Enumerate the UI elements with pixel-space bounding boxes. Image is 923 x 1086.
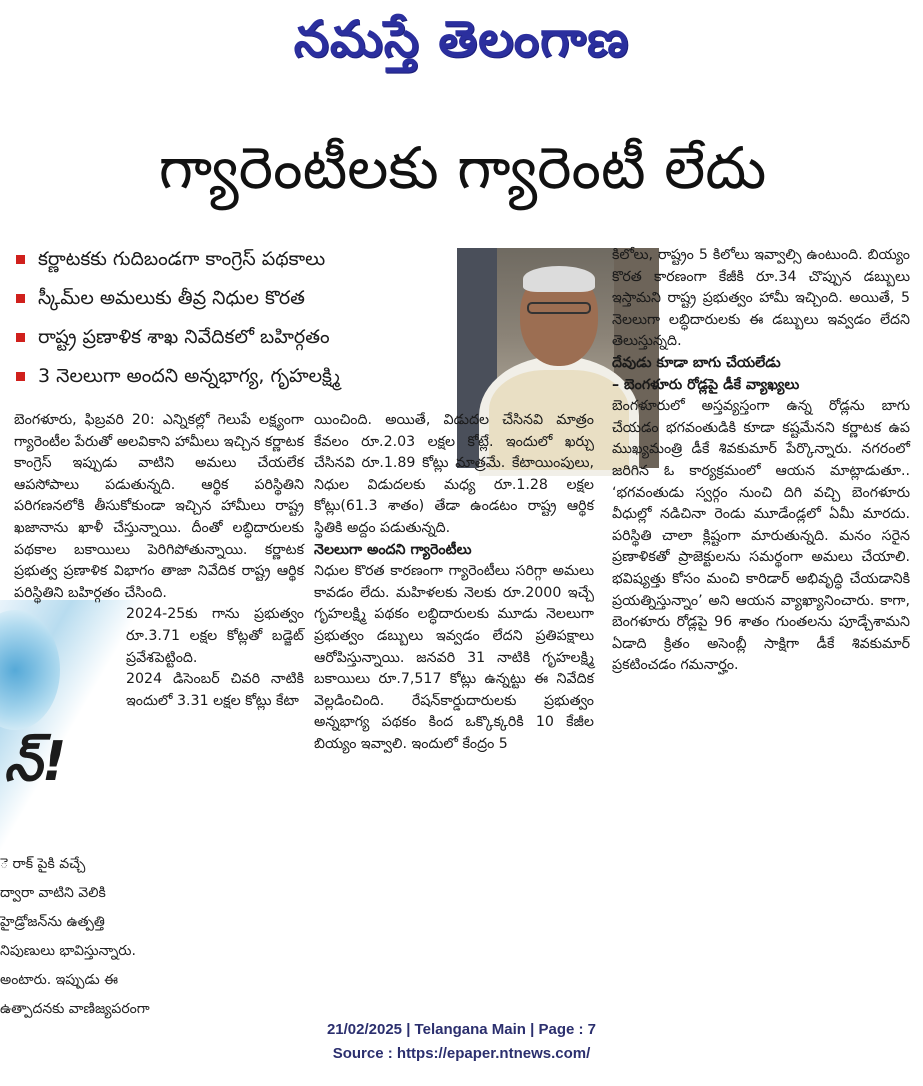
paragraph: బెంగళూరు, ఫిబ్రవరి 20: ఎన్నికల్లో గెలుపే లక్ష్యంగా గ్యారెంటీల పేరుతో అలవికాని హామీలు ఇచ్చిన కర్ణాటక కాంగ్రెస్ ఇప్పుడు వాటిని అమలు చేయలేక ఆపసోపాలు పడుతున్నది. ఆర్థిక పరిస్థితిని పరిగణనలోకి తీసుకోకుండా ఇచ్చిన హామీలు రాష్ట్ర ఖజానాను ఖాళీ చేస్తున్నాయి. దీంతో లబ్ధిదారులకు పథకాల బకాయిలు పెరిగిపోతున్నాయి. కర్ణాటక ప్రభుత్వ ప్రణాళిక విభాగం తాజా నివేదిక రాష్ట్ర ఆర్థిక పరిస్థితిని బహిర్గతం చేసింది. [14,412,304,601]
paragraph: బెంగళూరులో అస్తవ్యస్తంగా ఉన్న రోడ్లను బాగు చేయడం భగవంతుడికి కూడా కష్టమేనని కర్ణాటక ఉప ముఖ్యమంత్రి డీకే శివకుమార్ పేర్కొన్నారు. నగరంలో జరిగిన ఓ కార్యక్రమంలో ఆయన మాట్లాడుతూ.. ‘భగవంతుడు స్వర్గం నుంచి దిగి వచ్చి బెంగళూరు వీధుల్లో నడిచినా రెండు మూడేండ్లలో ఏమీ మారదు. పరిస్థితి చాలా క్లిష్టంగా మారుతున్నది. మనం సరైన ప్రణాళికతో ప్రాజెక్టులను సమర్థంగా అమలు చేయాలి. భవిష్యత్తు కోసం మంచి కారిడార్ అభివృద్ధి చేయడానికి ప్రయత్నిస్తున్నాం’ అని ఆయన వ్యాఖ్యానించారు. కాగా, బెంగళూరు రోడ్లపై 96 శాతం గుంతలను పూడ్చేశామని ఏడాది క్రితం అసెంబ్లీ సాక్షిగా డీకే శివకుమార్ ప్రకటించడం గమనార్హం. [612,398,910,674]
paragraph: యించింది. అయితే, విడుదల చేసినవి మాత్రం కేవలం రూ.2.03 లక్షల కోట్లే. ఇందులో ఖర్చు చేసినవి రూ.1.89 కోట్లు మాత్రమే. కేటాయింపులు, నిధుల విడుదలకు మధ్య రూ.1.28 లక్షల కోట్లు(61.3 శాతం) తేడా ఉండటం రాష్ట్ర ఆర్థిక స్థితికి అద్దం పడుతున్నది. [314,412,594,536]
subheading: – బెంగళూరు రోడ్లపై డీకే వ్యాఖ్యలు [612,376,800,393]
bullet-item: స్కీమ్‌ల అమలుకు తీవ్ర నిధుల కొరత [14,279,444,318]
bullet-item: కర్ణాటకకు గుదిబండగా కాంగ్రెస్ పథకాలు [14,240,444,279]
red-square-icon [16,294,25,303]
red-square-icon [16,372,25,381]
subheading: దేవుడు కూడా బాగు చేయలేడు [612,354,781,371]
page-footer [0,1018,923,1066]
paragraph: నిధుల కొరత కారణంగా గ్యారెంటీలు సరిగ్గా అమలు కావడం లేదు. మహిళలకు నెలకు రూ.2000 ఇచ్చే గృహలక్ష్మి పథకం లబ్ధిదారులకు మూడు నెలలుగా ప్రభుత్వం డబ్బులు ఇవ్వడం లేదని ప్రతిపక్షాలు ఆరోపిస్తున్నాయి. జనవరి 31 నాటికి గృహలక్ష్మి బకాయిలు రూ.7,517 కోట్లు ఉన్నట్టు ఈ నివేదిక వెల్లడించింది. రేషన్‌కార్డుదారులకు ప్రభుత్వం అన్నభాగ్య పథకం కింద ఒక్కొక్కరికి 10 కేజీల బియ్యం ఇవ్వాలి. ఇందులో కేంద్రం 5 [314,563,594,752]
ad-big-text: న్! [4,730,67,793]
footer-source-link[interactable]: Source : https://epaper.ntnews.com/ [332,1045,591,1062]
subheading: నెలలుగా అందని గ్యారెంటీలు [314,541,472,558]
article-column-2 [314,410,594,756]
article-column-1 [14,410,304,712]
article-column-3 [612,245,910,677]
footer-date-line: 21/02/2025 | Telangana Main | Page : 7 [326,1021,597,1038]
bullet-item: 3 నెలలుగా అందని అన్నభాగ్య, గృహలక్ష్మి [14,357,444,396]
red-square-icon [16,255,25,264]
ad-body-text: ె రాక్ పైకి వచ్చే ద్వారా వాటిని వెలికి హైడ్రోజన్‌ను ఉత్పత్తి నిపుణులు భావిస్తున్నారు. అంటారు. ఇప్పుడు ఈ ఉత్పాదనకు వాణిజ్యపరంగా [0,856,150,1017]
article-headline: గ్యారెంటీలకు గ్యారెంటీ లేదు [158,134,767,202]
paragraph: కిలోలు, రాష్ట్రం 5 కిలోలు ఇవ్వాల్సి ఉంటుంది. బియ్యం కొరత కారణంగా కేజీకి రూ.34 చొప్పున డబ్బులు ఇస్తామని రాష్ట్ర ప్రభుత్వం హామీ ఇచ్చింది. అయితే, 5 నెలలుగా లబ్ధిదారులకు ఈ డబ్బులు ఇవ్వడం లేదని తెలుస్తున్నది. [612,247,910,350]
highlight-bullets [14,240,444,396]
bullet-item: రాష్ట్ర ప్రణాళిక శాఖ నివేదికలో బహిర్గతం [14,318,444,357]
paragraph: 2024 డిసెంబర్ చివరి నాటికి ఇందులో 3.31 లక్షల కోట్లు కేటా [126,671,304,709]
red-square-icon [16,333,25,342]
newspaper-masthead: నమస్తే తెలంగాణ [293,10,630,68]
paragraph: 2024-25కు గాను ప్రభుత్వం రూ.3.71 లక్షల కోట్లతో బడ్జెట్ ప్రవేశపెట్టింది. [126,606,304,666]
